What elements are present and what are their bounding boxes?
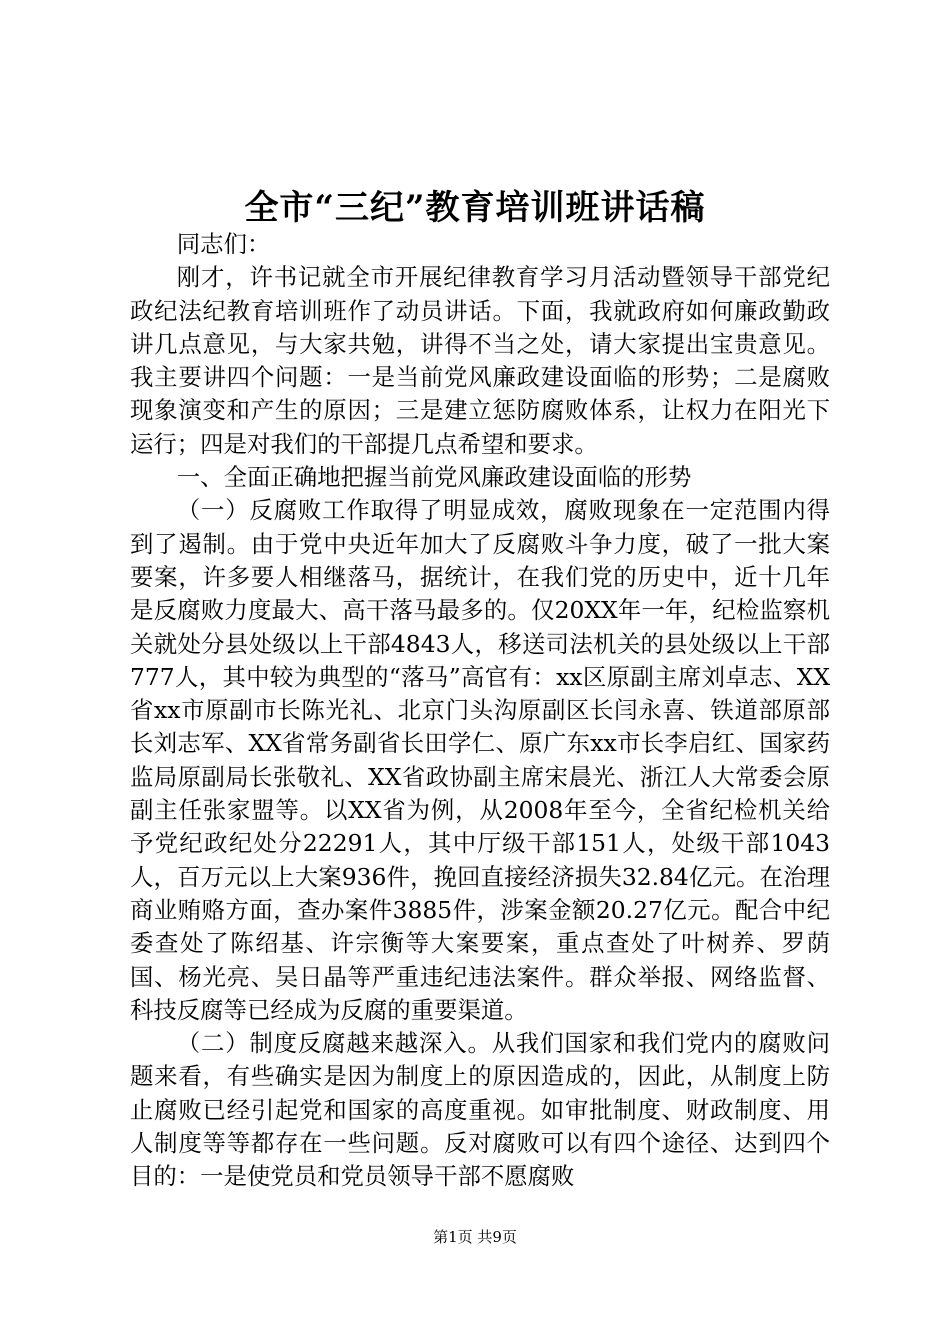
- document-body: [130, 228, 830, 1194]
- document-title: 全市“三纪”教育培训班讲话稿: [244, 188, 706, 228]
- body-paragraph-2: （二）制度反腐越来越深入。从我们国家和我们党内的腐败问题来看，有些确实是因为制度上的原因造成的，因此，从制度上防止腐败已经引起党和国家的高度重视。如审批制度、财政制度、用人制度等等都存在一些问题。反对腐败可以有四个途径、达到四个目的：一是使党员和党员领导干部不愿腐败: [130, 1029, 830, 1191]
- intro-paragraph: 刚才，许书记就全市开展纪律教育学习月活动暨领导干部党纪政纪法纪教育培训班作了动员讲话。下面，我就政府如何廉政勤政讲几点意见，与大家共勉，讲得不当之处，请大家提出宝贵意见。我主要讲四个问题：一是当前党风廉政建设面临的形势；二是腐败现象演变和产生的原因；三是建立惩防腐败体系，让权力在阳光下运行；四是对我们的干部提几点希望和要求。: [130, 263, 830, 458]
- salutation-paragraph: 同志们：: [176, 230, 271, 258]
- page-footer: 第1页 共9页: [433, 1228, 517, 1246]
- section-heading-1: 一、全面正确地把握当前党风廉政建设面临的形势: [176, 463, 692, 492]
- body-paragraph-1: （一）反腐败工作取得了明显成效，腐败现象在一定范围内得到了遏制。由于党中央近年加大了反腐败斗争力度，破了一批大案要案，许多要人相继落马，据统计，在我们党的历史中，近十几年是反腐败力度最大、高干落马最多的。仅20XX年一年，纪检监察机关就处分县处级以上干部4843人，移送司法机关的县处级以上干部777人，其中较为典型的“落马”高官有：xx区原副主席刘卓志、XX省xx市原副市长陈光礼、北京门头沟原副区长闫永喜、铁道部原部长刘志军、XX省常务副省长田学仁、原广东xx市长李启红、国家药监局原副局长张敬礼、XX省政协副主席宋晨光、浙江人大常委会原副主任张家盟等。以XX省为例，从2008年至今，全省纪检机关给予党纪政纪处分22291人，其中厅级干部151人，处级干部1043人，百万元以上大案936件，挽回直接经济损失32.84亿元。在治理商业贿赂方面，查办案件3885件，涉案金额20.27亿元。配合中纪委查处了陈绍基、许宗衡等大案要案，重点查处了叶树养、罗荫国、杨光亮、吴日晶等严重违纪违法案件。群众举报、网络监督、科技反腐等已经成为反腐的重要渠道。: [130, 496, 830, 1024]
